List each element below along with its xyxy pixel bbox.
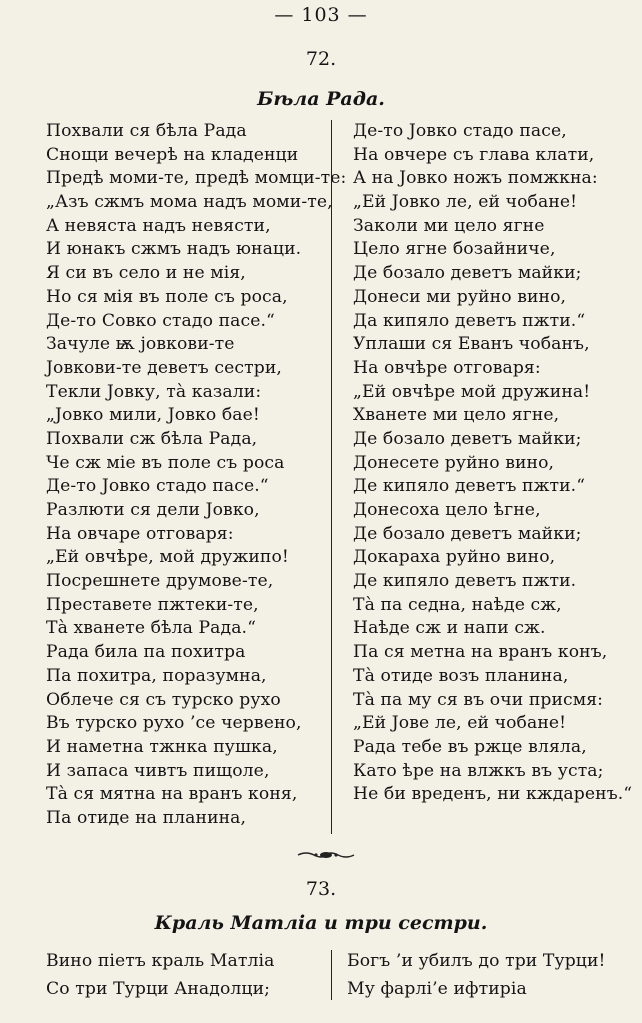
verse-line: Не би вреденъ, ни кждаренъ.“ — [353, 784, 633, 805]
ornament-divider — [296, 850, 356, 860]
verse-line: Донесете руйно вино, — [353, 452, 555, 473]
verse-line: Де-то Јовко стадо пасе.“ — [46, 476, 269, 497]
song-73-right-column — [347, 947, 606, 1003]
verse-line: Де-то Јовко стадо пасе, — [353, 121, 567, 141]
verse-line: А на Јовко ножъ помжкна: — [353, 168, 598, 189]
verse-line: Зачуле ѭ јовкови-те — [46, 334, 235, 355]
verse-line: Со три Турци Анадолци; — [46, 979, 271, 999]
verse-line: Похвали сж бѣла Рада, — [46, 428, 258, 449]
verse-line: Де кипяло деветъ пжти.“ — [353, 476, 586, 497]
column-divider — [331, 120, 332, 834]
verse-line: Па отиде на планина, — [46, 807, 247, 828]
verse-line: Богъ ’и убилъ до три Турци! — [347, 951, 606, 971]
song-number: 72. — [305, 48, 337, 70]
verse-line: Де бозало деветъ майки; — [353, 263, 582, 284]
verse-line: „Ей Јовко ле, ей чобане! — [353, 192, 578, 213]
verse-line: На овчере съ глава клати, — [353, 144, 595, 165]
verse-line: Тà хванете бѣла Рада.“ — [46, 618, 256, 639]
verse-line: На овчаре отговаря: — [46, 523, 234, 544]
verse-line: Да кипяло деветъ пжти.“ — [353, 310, 586, 331]
verse-line: Разлюти ся дели Јовко, — [46, 500, 260, 520]
verse-line: Похвали ся бѣла Рада — [46, 121, 247, 141]
verse-line: На овчѣре отговаря: — [353, 357, 541, 378]
song-title: Бѣла Рада. — [257, 88, 385, 110]
verse-line: Донеси ми руйно вино, — [353, 286, 567, 307]
verse-line: „Ей Јове ле, ей чобане! — [353, 713, 567, 734]
verse-line: Рада тебе въ ржце вляла, — [353, 736, 587, 757]
verse-line: „Ей овчѣре мой дружина! — [353, 381, 591, 402]
verse-line: Тà отиде возъ планина, — [353, 665, 569, 686]
verse-line: Де бозало деветъ майки; — [353, 428, 582, 449]
verse-line: Тà па седна, наѣде сж, — [353, 594, 562, 615]
verse-line: Тà па му ся въ очи присмя: — [353, 689, 604, 710]
verse-line: А невяста надъ невясти, — [46, 215, 271, 236]
verse-line: Преставете пжтеки-те, — [46, 594, 259, 615]
verse-line: Цело ягне бозайниче, — [353, 239, 556, 260]
verse-line: Предѣ моми-те, предѣ момци-те: — [46, 168, 347, 189]
verse-line: Уплаши ся Еванъ чобанъ, — [353, 334, 590, 355]
verse-line: Наѣде сж и напи сж. — [353, 618, 546, 639]
verse-line: Снощи вечерѣ на кладенци — [46, 144, 299, 165]
verse-line: Па похитра, поразумна, — [46, 665, 267, 686]
verse-line: Де бозало деветъ майки; — [353, 523, 582, 544]
verse-line: Облече ся съ турско рухо — [46, 689, 281, 710]
column-divider — [331, 950, 332, 1000]
verse-line: И юнакъ сжмъ надъ юнаци. — [46, 239, 302, 260]
verse-line: И запаса чивтъ пищоле, — [46, 760, 270, 781]
verse-line: Текли Јовку, тà казали: — [46, 381, 262, 402]
verse-line: Но ся мія въ поле съ роса, — [46, 286, 288, 307]
verse-line: Тà ся мятна на вранъ коня, — [46, 784, 298, 805]
verse-line: Хванете ми цело ягне, — [353, 405, 560, 426]
verse-line: Посрешнете друмове-те, — [46, 571, 274, 592]
verse-line: „Јовко мили, Јовко бае! — [46, 405, 260, 426]
verse-line: Я си въ село и не мія, — [46, 263, 246, 284]
verse-line: Донесоха цело ѣгне, — [353, 500, 541, 520]
page-number: — 103 — — [274, 4, 368, 26]
verse-line: Вино піетъ краль Матліа — [46, 951, 275, 971]
verse-line: Докараха руйно вино, — [353, 547, 556, 568]
song-73-left-column — [46, 947, 274, 1003]
verse-line: Де-то Совко стадо пасе.“ — [46, 310, 275, 331]
verse-line: Заколи ми цело ягне — [353, 215, 545, 236]
verse-line: Рада била па похитра — [46, 642, 246, 663]
song-title: Краль Матліа и три сестри. — [154, 912, 488, 934]
verse-line: Па ся метна на вранъ конъ, — [353, 642, 608, 663]
verse-line: И наметна тжнка пушка, — [46, 736, 278, 757]
verse-line: Въ турско рухо ’се червено, — [46, 713, 302, 734]
verse-line: Като ѣре на влжкъ въ уста; — [353, 760, 604, 781]
song-number: 73. — [305, 878, 337, 900]
verse-line: „Азъ сжмъ мома надъ моми-те, — [46, 192, 333, 213]
verse-line: Јовкови-те деветъ сестри, — [46, 357, 282, 378]
verse-line: Му фарлі’е ифтиріа — [347, 979, 527, 999]
song-72-right-column — [353, 120, 632, 807]
verse-line: Де кипяло деветъ пжти. — [353, 571, 577, 592]
verse-line: Че сж міе въ поле съ роса — [46, 452, 285, 473]
song-72-left-column — [46, 120, 346, 831]
verse-line: „Ей овчѣре, мой дружипо! — [46, 547, 289, 568]
